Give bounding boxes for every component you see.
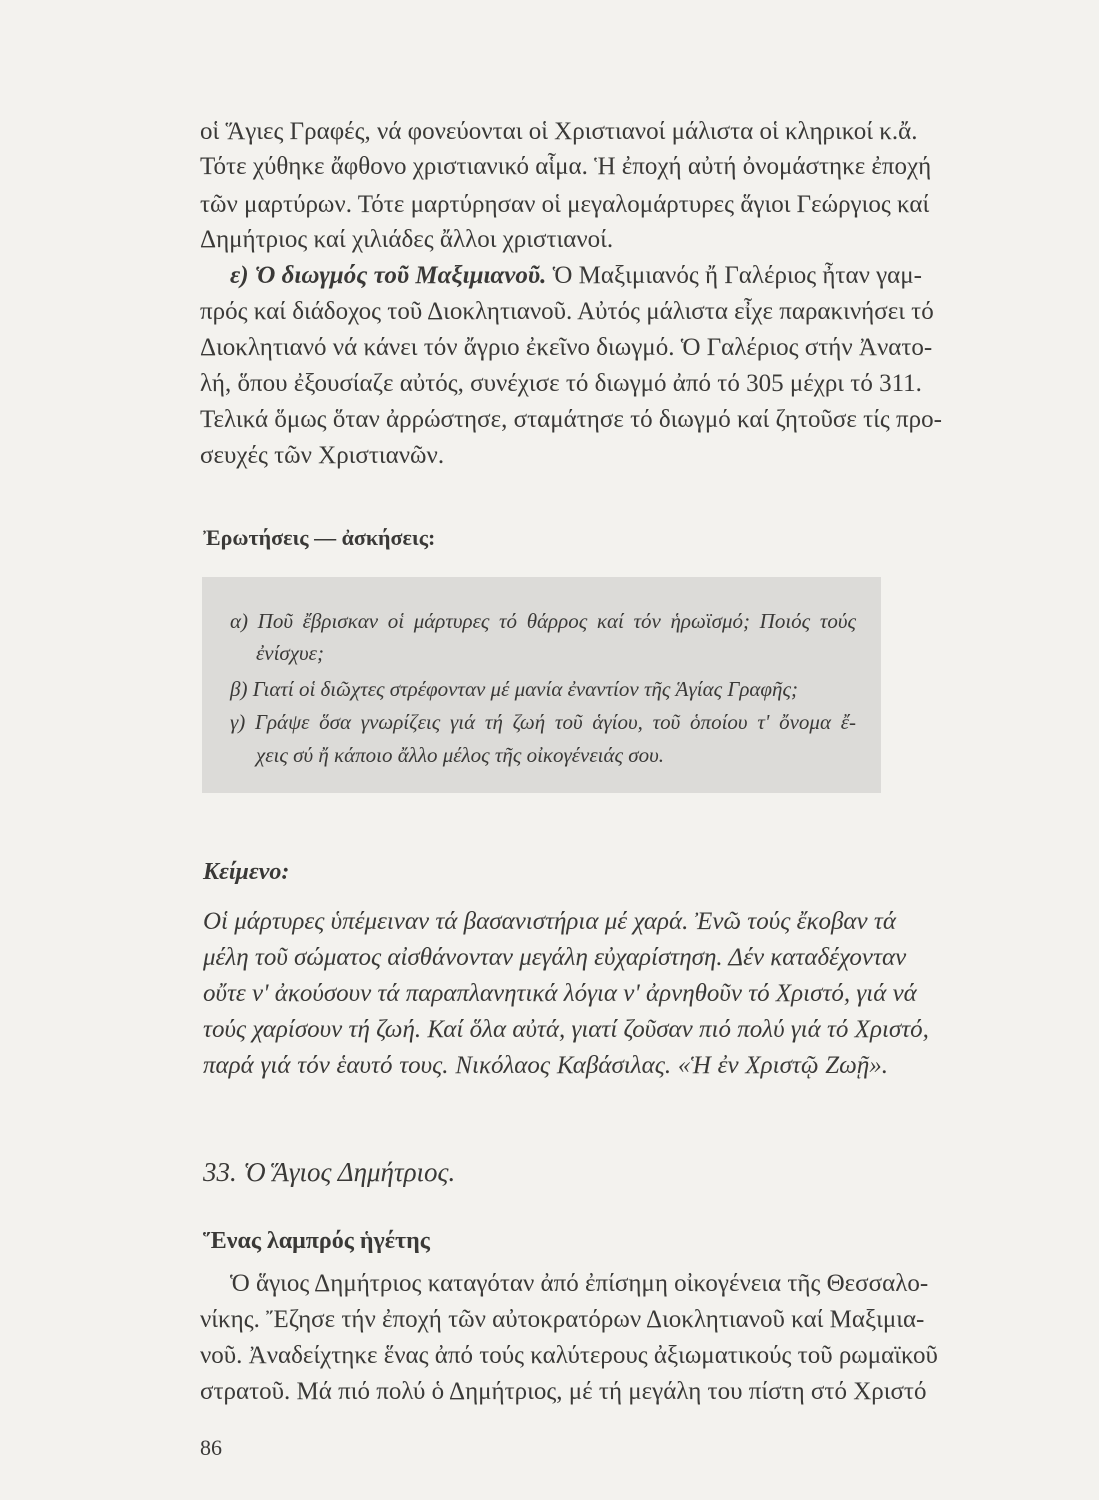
text-line: Διοκλητιανό νά κάνει τόν ἄγριο ἐκεῖνο διωγμό. Ὁ Γαλέριος στήν Ἀνατο- (200, 334, 933, 361)
excerpt-line: παρά γιά τόν ἑαυτό τους. Νικόλαος Καβάσιλας. «Ἡ ἐν Χριστῷ Ζωῇ». (203, 1052, 888, 1079)
excerpt-line: τούς χαρίσουν τή ζωή. Καί ὅλα αὐτά, γιατί ζοῦσαν πιό πολύ γιά τό Χριστό, (203, 1016, 929, 1043)
page-number: 86 (200, 1435, 222, 1460)
subsection-heading: Ἕνας λαμπρός ἡγέτης (203, 1228, 430, 1254)
text-line: στρατοῦ. Μά πιό πολύ ὁ Δημήτριος, μέ τή μεγάλη του πίστη στό Χριστό (200, 1378, 927, 1405)
text-line: νοῦ. Ἀναδείχτηκε ἕνας ἀπό τούς καλύτερους ἀξιωματικούς τοῦ ρωμαϊκοῦ (200, 1342, 938, 1369)
excerpt-line: Οἱ μάρτυρες ὑπέμειναν τά βασανιστήρια μέ χαρά. Ἐνῶ τούς ἔκοβαν τά (203, 908, 896, 935)
text-line: σευχές τῶν Χριστιανῶν. (200, 442, 445, 469)
excerpt-line: οὔτε ν' ἀκούσουν τά παραπλανητικά λόγια ν' ἀρνηθοῦν τό Χριστό, γιά νά (203, 980, 917, 1007)
text-line: οἱ Ἅγιες Γραφές, νά φονεύονται οἱ Χριστιανοί μάλιστα οἱ κληρικοί κ.ἄ. (200, 118, 918, 145)
question-line: α) Ποῦ ἔβρισκαν οἱ μάρτυρες τό θάρρος καί τόν ἡρωϊσμό; Ποιός τούς (230, 609, 856, 633)
text-excerpt-heading: Κείμενο: (203, 859, 290, 885)
excerpt-line: μέλη τοῦ σώματος αἰσθάνονταν μεγάλη εὐχαρίστηση. Δέν καταδέχονταν (203, 944, 907, 971)
chapter-title: 33. Ὁ Ἅγιος Δημήτριος. (203, 1157, 456, 1187)
question-line: β) Γιατί οἱ διῶχτες στρέφονταν μέ μανία ἐναντίον τῆς Ἁγίας Γραφῆς; (230, 677, 798, 701)
text-line: Δημήτριος καί χιλιάδες ἄλλοι χριστιανοί. (200, 226, 614, 253)
section-first-line-text: Ὁ Μαξιμιανός ἤ Γαλέριος ἦταν γαμ- (552, 262, 923, 289)
text-line: λή, ὅπου ἐξουσίαζε αὐτός, συνέχισε τό διωγμό ἀπό τό 305 μέχρι τό 311. (200, 370, 922, 397)
text-line: τῶν μαρτύρων. Τότε μαρτύρησαν οἱ μεγαλομάρτυρες ἅγιοι Γεώργιος καί (200, 191, 930, 218)
question-line: ἐνίσχυε; (256, 641, 324, 665)
text-line: Τελικά ὅμως ὅταν ἀρρώστησε, σταμάτησε τό διωγμό καί ζητοῦσε τίς προ- (200, 406, 942, 433)
text-line (230, 260, 923, 292)
questions-box (202, 577, 881, 793)
text-line: Τότε χύθηκε ἄφθονο χριστιανικό αἷμα. Ἡ ἐποχή αὐτή ὀνομάστηκε ἐποχή (200, 153, 932, 180)
section-label: ε) Ὁ διωγμός τοῦ Μαξιμιανοῦ. (230, 262, 547, 289)
question-line: γ) Γράψε ὅσα γνωρίζεις γιά τή ζωή τοῦ ἁγίου, τοῦ ὁποίου τ' ὄνομα ἔ- (230, 710, 856, 734)
text-line: Ὁ ἅγιος Δημήτριος καταγόταν ἀπό ἐπίσημη οἰκογένεια τῆς Θεσσαλο- (230, 1270, 929, 1297)
text-line: νίκης. Ἔζησε τήν ἐποχή τῶν αὐτοκρατόρων Διοκλητιανοῦ καί Μαξιμια- (200, 1306, 925, 1333)
questions-heading: Ἐρωτήσεις — ἀσκήσεις: (203, 525, 436, 550)
text-line: πρός καί διάδοχος τοῦ Διοκλητιανοῦ. Αὐτός μάλιστα εἶχε παρακινήσει τό (200, 298, 934, 325)
question-line: χεις σύ ἤ κάποιο ἄλλο μέλος τῆς οἰκογένειάς σου. (256, 743, 665, 767)
